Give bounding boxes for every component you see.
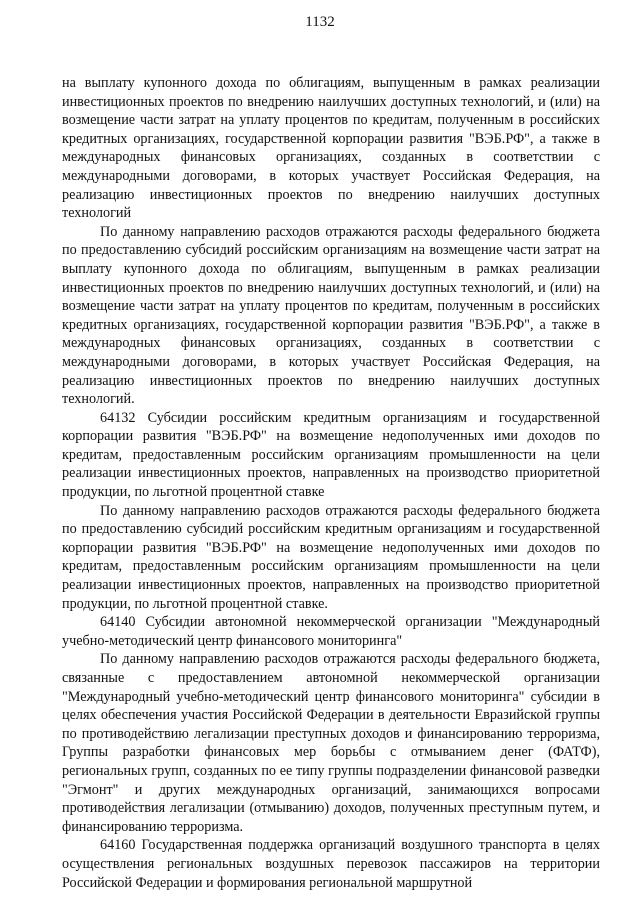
paragraph-continuation: на выплату купонного дохода по облигациям, выпущенным в рамках реализации инвестиционных проектов по внедрению наилучших доступных технологий, и (или) на возмещение части затрат на уплату процентов по кредитам, полученным в российских кредитных организациях, государственной корпорации развития "ВЭБ.РФ", а также в международных финансовых организациях, созданных в соответствии с международными договорами, в которых участвует Российская Федерация, на реализацию инвестиционных проектов по внедрению наилучших доступных технологий bbox=[62, 75, 600, 222]
paragraph-code-64140: 64140 Субсидии автономной некоммерческой организации "Международный учебно-методический центр финансового мониторинга" bbox=[62, 614, 600, 649]
paragraph-expense-description: По данному направлению расходов отражаются расходы федерального бюджета по предоставлению субсидий российским организациям на возмещение части затрат на выплату купонного дохода по облигациям, выпущенным в рамках реализации инвестиционных проектов по внедрению наилучших доступных технологий, и (или) на возмещение части затрат на уплату процентов по кредитам, полученным в российских кредитных организациях, государственной корпорации развития "ВЭБ.РФ", а также в международных финансовых организациях, созданных в соответствии с международными договорами, в которых участвует Российская Федерация, на реализацию инвестиционных проектов по внедрению наилучших доступных технологий. bbox=[62, 223, 600, 408]
document-body bbox=[62, 74, 600, 892]
paragraph-code-64132: 64132 Субсидии российским кредитным организациям и государственной корпорации развития "ВЭБ.РФ" на возмещение недополученных ими доходов по кредитам, предоставленным российским организациям промышленности на цели реализации инвестиционных проектов, направленных на производство приоритетной продукции, по льготной процентной ставке bbox=[62, 409, 600, 501]
page-number: 1132 bbox=[305, 14, 335, 30]
paragraph-code-64160: 64160 Государственная поддержка организаций воздушного транспорта в целях осуществления региональных воздушных перевозок пассажиров на территории Российской Федерации и формирования региональной маршрутной bbox=[62, 837, 600, 891]
paragraph-expense-description: По данному направлению расходов отражаются расходы федерального бюджета по предоставлению субсидий российским кредитным организациям и государственной корпорации развития "ВЭБ.РФ" на возмещение недополученных ими доходов по кредитам, предоставленным российским организациям промышленности на цели реализации инвестиционных проектов, направленных на производство приоритетной продукции, по льготной процентной ставке. bbox=[62, 502, 600, 612]
paragraph-expense-description: По данному направлению расходов отражаются расходы федерального бюджета, связанные с предоставлением автономной некоммерческой организации "Международный учебно-методический центр финансового мониторинга" субсидии в целях обеспечения участия Российской Федерации в деятельности Евразийской группы по противодействию легализации преступных доходов и финансированию терроризма, Группы разработки финансовых мер борьбы с отмыванием денег (ФАТФ), региональных групп, созданных по ее типу группы подразделении финансовой разведки "Эгмонт" и других международных организаций, занимающихся вопросами противодействия легализации (отмыванию) доходов, полученных преступным путем, и финансированию терроризма. bbox=[62, 651, 600, 835]
